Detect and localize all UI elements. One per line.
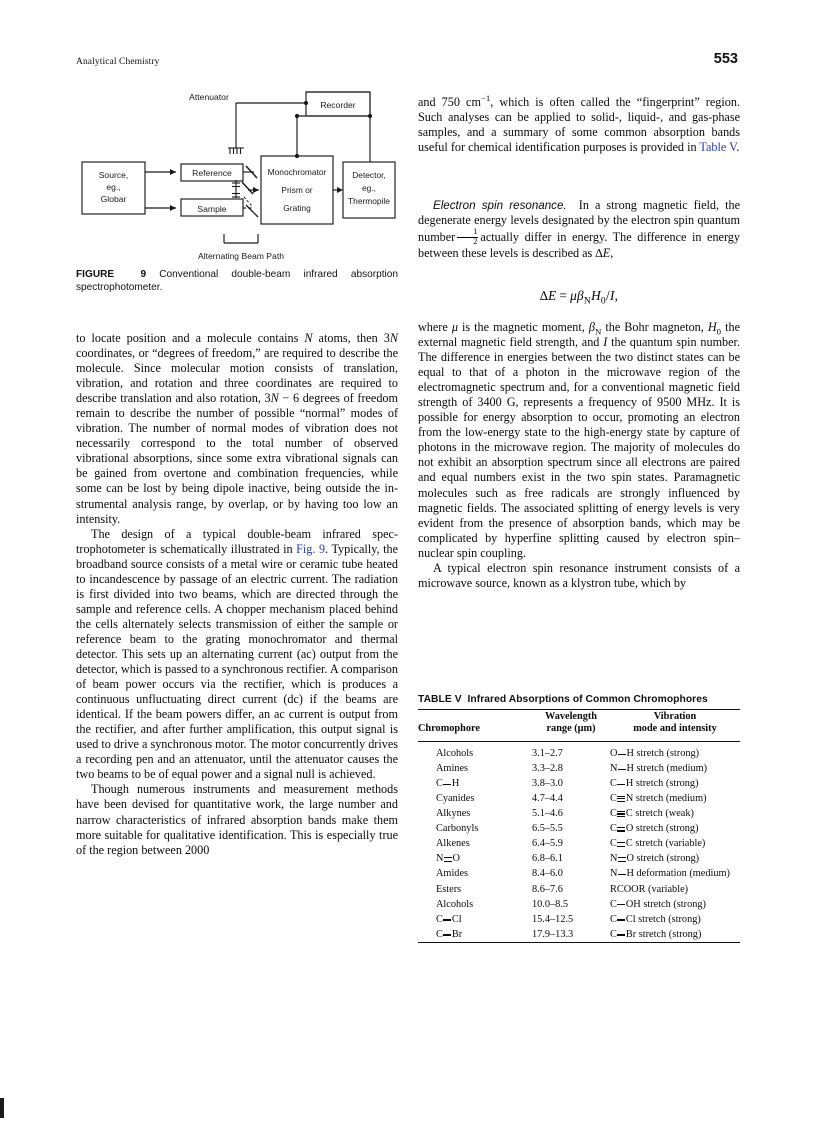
cell-chromophore: Amines bbox=[436, 762, 469, 774]
table-v-title-text: Infrared Absorptions of Common Chromophores bbox=[467, 694, 708, 705]
diagram-label-grating: Grating bbox=[283, 203, 311, 213]
diagram-label-beam-path: Alternating Beam Path bbox=[198, 251, 284, 261]
column-header-vibration-line2: mode and intensity bbox=[633, 723, 717, 735]
table-v-title bbox=[418, 694, 740, 705]
diagram-label-source-line3: Globar bbox=[100, 194, 127, 204]
diagram-label-prism: Prism or bbox=[281, 185, 313, 195]
table-v-grid bbox=[418, 709, 740, 942]
table-v bbox=[418, 694, 740, 943]
table-row bbox=[418, 837, 740, 852]
section-heading-esr: Electron spin resonance. bbox=[433, 199, 567, 212]
column-header-wavelength-line2: range (μm) bbox=[546, 723, 596, 735]
cell-chromophore: C Cl bbox=[436, 913, 462, 925]
cell-chromophore: Amides bbox=[436, 868, 469, 880]
xref-table-v[interactable]: Table V bbox=[699, 140, 737, 155]
paragraph-degrees-of-freedom: to locate position and a molecule contains N atoms, then 3N coordinates, or “degrees of freedom,” are required to describe the molecule. Since molecular motion consists of translation, vibration, and rotation and three coordinates are required to describe translation and also rotation, 3N − 6 degrees of freedom remain to describe the number of possible “normal” modes of vibration. The number of normal modes of vibration does not necessarily correspond to the total number of observed vibrational absorptions, since some extra vibrational signals can be gained from overtone and combination frequencies, while some can be lost by being dipole inactive, being outside the instrumental analysis range, by overlap, or by having too low an intensity. bbox=[76, 331, 398, 526]
cell-vibration-mode: RCOOR (variable) bbox=[610, 883, 689, 895]
table-v-label: TABLE V bbox=[418, 694, 462, 705]
cell-chromophore: Carbonyls bbox=[436, 823, 479, 835]
chromophore-single-bond-icon bbox=[443, 779, 451, 788]
mode-single-bond-icon bbox=[618, 870, 626, 879]
diagram-label-detector-line2: eg., bbox=[362, 183, 376, 193]
diagram-label-sample: Sample bbox=[197, 204, 227, 214]
table-row bbox=[418, 927, 740, 942]
cell-vibration-mode: O H stretch (strong) bbox=[610, 747, 700, 759]
mode-double-bond-icon bbox=[618, 855, 626, 864]
left-column-body bbox=[76, 331, 398, 858]
cell-chromophore: N O bbox=[436, 853, 460, 865]
paragraph-qualitative-identification: Though numerous instruments and measurement methods have been devised for quantitative work, the large number and narrow characteristics of infrared absorption bands make them more suitable for qualitative identification. This is especially true of the region between 2000 bbox=[76, 782, 398, 857]
table-v-body bbox=[418, 741, 740, 942]
table-row bbox=[418, 741, 740, 761]
paragraph-electron-spin-resonance: Electron spin resonance. In a strong magnetic field, the degenerate energy levels designated by the electron spin quantum number $\frac{1}{2}$ actually differ in energy. The difference in energy between these levels is described as ∆E, bbox=[418, 198, 741, 261]
cell-vibration-mode: C C stretch (variable) bbox=[610, 838, 706, 850]
mode-double-bond-icon bbox=[617, 824, 625, 833]
table-v-bottom-rule bbox=[418, 942, 740, 943]
table-row bbox=[418, 882, 740, 897]
chromophore-double-bond-icon bbox=[444, 855, 452, 864]
fraction-numerator: 1 bbox=[457, 228, 478, 238]
cell-chromophore: Esters bbox=[436, 883, 462, 895]
cell-wavelength-range: 8.6–7.6 bbox=[532, 883, 563, 895]
diagram-label-source-line2: eg., bbox=[106, 182, 121, 192]
cell-wavelength-range: 6.5–5.5 bbox=[532, 823, 563, 835]
cell-vibration-mode: C H stretch (strong) bbox=[610, 777, 699, 789]
right-column-top bbox=[418, 92, 740, 155]
table-row bbox=[418, 761, 740, 776]
cell-wavelength-range: 4.7–4.4 bbox=[532, 793, 563, 805]
mode-single-bond-icon bbox=[618, 749, 626, 758]
table-row bbox=[418, 807, 740, 822]
paragraph-esr-parameters: where μ is the magnetic moment, $\beta_N$ the Bohr magneton, $H_0$ the external magnetic field strength, and I the quantum spin number. The difference in energies between the two distinct states can be equal to that of a photon in the microwave region of the electromagnetic spectrum and, for a conventional magnetic field strength of 3400 G, represents a frequency of 9500 MHz. It is possible for energy absorption to occur, promoting an electron from the low-energy state to the high-energy state by capture of photons in the microwave region. The majority of molecules do not exhibit an absorption spectrum since all electrons are paired and equal numbers exist in the two spin states. Paramagnetic molecules such as free radicals are strongly influenced by magnetic fields. The associated splitting of energy levels is very evident from the presence of absorption bands, which may be complicated by hyperfine splitting caused by electron spin–nuclear spin coupling. bbox=[418, 320, 740, 560]
figure-caption bbox=[76, 268, 398, 294]
fraction-one-half bbox=[457, 228, 478, 246]
cell-chromophore: C Br bbox=[436, 928, 463, 940]
cell-wavelength-range: 3.1–2.7 bbox=[532, 747, 563, 759]
cell-wavelength-range: 3.8–3.0 bbox=[532, 777, 563, 789]
mode-double-bond-icon bbox=[617, 839, 625, 848]
diagram-label-detector-line3: Thermopile bbox=[348, 196, 390, 206]
right-column-esr-intro bbox=[418, 198, 740, 261]
table-row bbox=[418, 777, 740, 792]
table-header-row bbox=[418, 710, 740, 742]
diagram-label-recorder: Recorder bbox=[320, 100, 356, 110]
diagram-label-source-line1: Source, bbox=[98, 170, 129, 180]
figure-9 bbox=[76, 86, 398, 266]
running-head: Analytical Chemistry bbox=[76, 57, 160, 67]
column-header-wavelength-line1: Wavelength bbox=[544, 711, 598, 722]
cell-vibration-mode: N H stretch (medium) bbox=[610, 762, 708, 774]
mode-single-bond-icon bbox=[618, 764, 626, 773]
cell-wavelength-range: 8.4–6.0 bbox=[532, 868, 563, 880]
cell-wavelength-range: 5.1–4.6 bbox=[532, 808, 563, 820]
cell-wavelength-range: 17.9–13.3 bbox=[532, 928, 574, 940]
equation-delta-e: $\Delta E = \mu\beta_NH_0/I$, bbox=[539, 288, 619, 307]
paragraph-fingerprint-region: and 750 $cm^{-1}$, which is often called the “fingerprint” region. Such analyses can be applied to solid-, liquid-, and gas-phase samples, and a summary of some common absorption bands useful for chemical identification purposes is provided in Table V. bbox=[418, 92, 740, 155]
mode-single-bond-icon bbox=[617, 915, 625, 924]
cell-vibration-mode: C O stretch (strong) bbox=[610, 823, 699, 835]
paragraph-klystron: A typical electron spin resonance instrument consists of a microwave source, known as a klystron tube, which by bbox=[418, 560, 740, 590]
diagram-label-reference: Reference bbox=[192, 168, 232, 178]
diagram-label-attenuator: Attenuator bbox=[189, 92, 229, 102]
cell-wavelength-range: 15.4–12.5 bbox=[532, 913, 574, 925]
column-header-chromophore bbox=[418, 710, 532, 742]
cell-wavelength-range: 6.8–6.1 bbox=[532, 853, 563, 865]
cell-vibration-mode: C C stretch (weak) bbox=[610, 808, 694, 820]
cell-vibration-mode: C Br stretch (strong) bbox=[610, 928, 702, 940]
chromophore-single-bond-icon bbox=[443, 915, 451, 924]
page-number: 553 bbox=[713, 51, 738, 67]
chromophore-single-bond-icon bbox=[443, 930, 451, 939]
cell-chromophore: Cyanides bbox=[436, 793, 475, 805]
cell-wavelength-range: 3.3–2.8 bbox=[532, 762, 563, 774]
cell-vibration-mode: C OH stretch (strong) bbox=[610, 898, 706, 910]
column-header-chromophore-line2: Chromophore bbox=[418, 723, 480, 735]
cell-chromophore: Alcohols bbox=[436, 747, 474, 759]
cell-wavelength-range: 6.4–5.9 bbox=[532, 838, 563, 850]
cell-vibration-mode: N H deformation (medium) bbox=[610, 868, 730, 880]
table-v-head bbox=[418, 710, 740, 742]
table-row bbox=[418, 792, 740, 807]
mode-triple-bond-icon bbox=[617, 794, 625, 803]
cell-chromophore: Alkenes bbox=[436, 838, 470, 850]
figure-9-diagram bbox=[76, 86, 398, 266]
cell-chromophore: Alkynes bbox=[436, 808, 471, 820]
cell-chromophore: Alcohols bbox=[436, 898, 474, 910]
mode-single-bond-icon bbox=[617, 930, 625, 939]
table-row bbox=[418, 867, 740, 882]
cell-vibration-mode: C N stretch (medium) bbox=[610, 793, 707, 805]
diagram-label-monochromator: Monochromator bbox=[267, 167, 327, 177]
table-row bbox=[418, 852, 740, 867]
mode-triple-bond-icon bbox=[617, 809, 625, 818]
xref-figure-9[interactable]: Fig. 9 bbox=[296, 541, 326, 556]
table-row bbox=[418, 822, 740, 837]
column-header-wavelength bbox=[532, 710, 610, 742]
column-header-vibration-line1: Vibration bbox=[653, 711, 697, 722]
paragraph-double-beam-design: The design of a typical double-beam infrared spectrophotometer is schematically illustrated in Fig. 9. Typically, the broadband source consists of a metal wire or ceramic tube heated to incandescence by passage of an electric current. The radiation is first divided into two beams, which are directed through the sample and reference cells. A chopper mechanism placed behind the cells alternately selects transmission of either the sample or reference beam to the grating monochromator and thermal detector. This sets up an alternating current (ac) output from the detector, which is passed to a synchronous rectifier. A comparison of beam power occurs via the rectifier, which is produces a continuous unfluctuating direct current (dc) if the beams are identical. If the beam powers differ, an ac current is output from the rectifier, and after further amplification, this output signal is used to drive a synchronous motor. The motor concurrently drives a recording pen and an attenuator, until the attenuator causes the two beams to be of equal power and a signal null is achieved. bbox=[76, 526, 398, 782]
table-row bbox=[418, 912, 740, 927]
scan-edge-mark bbox=[0, 1098, 4, 1118]
mode-single-bond-icon bbox=[617, 900, 625, 909]
fraction-denominator: 2 bbox=[473, 236, 478, 246]
mode-single-bond-icon bbox=[617, 779, 625, 788]
figure-caption-text: Conventional double-beam infrared absorption spectrophotometer. bbox=[76, 269, 398, 294]
cell-vibration-mode: C Cl stretch (strong) bbox=[610, 913, 701, 925]
table-row bbox=[418, 897, 740, 912]
figure-caption-label: FIGURE 9 bbox=[76, 269, 147, 280]
cell-vibration-mode: N O stretch (strong) bbox=[610, 853, 700, 865]
column-header-vibration bbox=[610, 710, 740, 742]
cell-chromophore: C H bbox=[436, 777, 460, 789]
right-column-esr-body bbox=[418, 320, 740, 591]
diagram-label-detector-line1: Detector, bbox=[352, 170, 386, 180]
cell-wavelength-range: 10.0–8.5 bbox=[532, 898, 569, 910]
